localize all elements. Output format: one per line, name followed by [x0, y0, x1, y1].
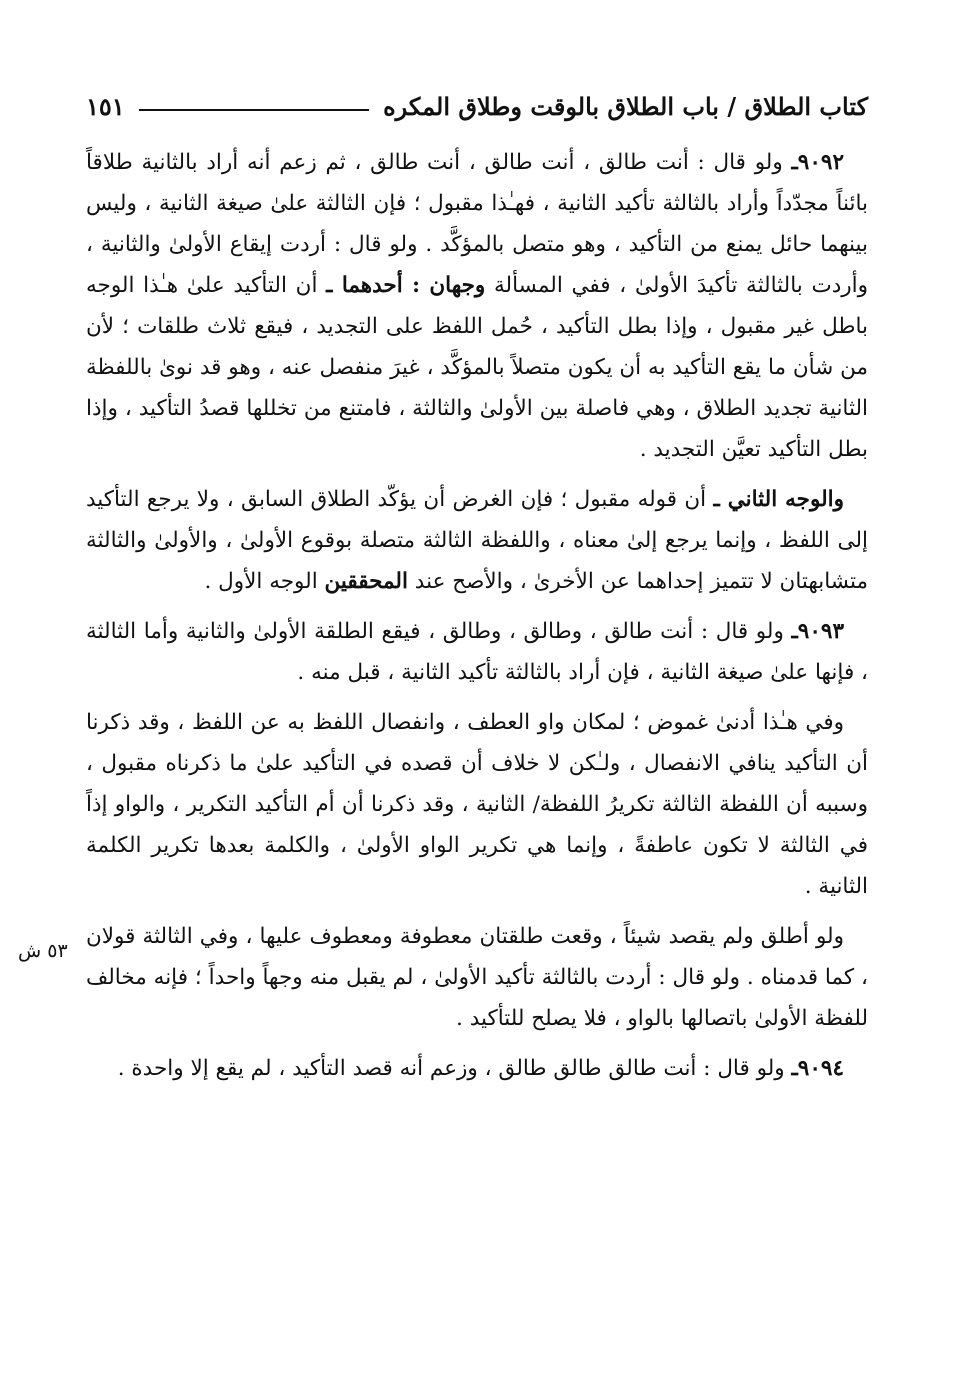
margin-note: ٥٣ ش — [18, 940, 68, 962]
paragraph-text: ولو قال : أنت طالق طالق طالق ، وزعم أنه قصد التأكيد ، لم يقع إلا واحدة . — [117, 1056, 792, 1081]
paragraph-9093 — [86, 611, 868, 693]
paragraph-9094 — [86, 1048, 868, 1089]
paragraph-ambiguity — [86, 702, 868, 907]
paragraph-no-intent — [86, 916, 868, 1039]
running-header — [86, 86, 868, 126]
bold-phrase: والوجه الثاني ـ — [713, 487, 844, 512]
paragraph-text: ولو قال : أنت طالق ، وطالق ، وطالق ، فيقع الطلقة الأولىٰ والثانية وأما الثالثة ، فإنها علىٰ صيغة الثانية ، فإن أراد بالثالثة تأكيد الثانية ، قبل منه . — [86, 619, 868, 685]
paragraph-9092 — [86, 142, 868, 470]
paragraph-text: أن التأكيد علىٰ هـٰذا الوجه باطل غير مقبول ، وإذا بطل التأكيد ، حُمل اللفظ على التجديد ، فيقع ثلاث طلقات ؛ لأن من شأن ما يقع التأكيد به أن يكون متصلاً بالمؤكَّد ، غيرَ منفصل عنه ، وهو قد نوىٰ باللفظة الثانية تجديد الطلاق ، وهي فاصلة بين الأولىٰ والثالثة ، فامتنع من تخللها قصدُ التأكيد ، وإذا بطل التأكيد تعيَّن التجديد . — [86, 273, 868, 462]
paragraph-text: ولو أطلق ولم يقصد شيئاً ، وقعت طلقتان معطوفة ومعطوف عليها ، وفي الثالثة قولان ، كما قدمناه . ولو قال : أردت بالثالثة تأكيد الأولىٰ ، لم يقبل منه وجهاً واحداً ؛ فإنه مخالف للفظة الأولىٰ باتصالها بالواو ، فلا يصلح للتأكيد . — [86, 924, 868, 1031]
issue-number: ٩٠٩٣ـ — [791, 619, 844, 644]
issue-number: ٩٠٩٢ـ — [791, 150, 844, 175]
bold-phrase: المحققين — [324, 569, 408, 594]
paragraph-gap — [86, 693, 868, 702]
paragraph-text: أن قوله مقبول ؛ فإن الغرض أن يؤكّد الطلاق السابق ، ولا يرجع التأكيد إلى اللفظ ، وإنما يرجع إلىٰ معناه ، واللفظة الثالثة متصلة بوقوع الأولىٰ ، والأولىٰ والثالثة متشابهتان لا تتميز إحداهما عن الأخرىٰ ، والأصح عند — [86, 487, 868, 594]
paragraph-text: الوجه الأول . — [204, 569, 325, 594]
header-rule — [139, 109, 369, 111]
paragraph-second-view — [86, 479, 868, 602]
paragraph-gap — [86, 907, 868, 916]
paragraph-gap — [86, 602, 868, 611]
bold-phrase: وجهان : أحدهما ـ — [326, 273, 486, 298]
page-body — [86, 142, 868, 1089]
issue-number: ٩٠٩٤ـ — [791, 1056, 844, 1081]
paragraph-text: ولو قال : أنت طالق ، أنت طالق ، أنت طالق ، ثم زعم أنه أراد بالثانية طلاقاً بائناً مجدّداً وأراد بالثالثة تأكيد الثانية ، فهـٰذا مقبول ؛ فإن الثالثة علىٰ صيغة الثانية ، وليس بينهما حائل يمنع من التأكيد ، وهو متصل بالمؤكَّد . ولو قال : أردت إيقاع الأولىٰ والثانية ، وأردت بالثالثة تأكيدَ الأولىٰ ، ففي المسألة — [86, 150, 869, 298]
header-title: كتاب الطلاق / باب الطلاق بالوقت وطلاق المكره — [383, 91, 868, 121]
page-number: ١٥١ — [86, 91, 125, 121]
paragraph-text: وفي هـٰذا أدنىٰ غموض ؛ لمكان واو العطف ، وانفصال اللفظ به عن اللفظ ، وقد ذكرنا أن التأكيد ينافي الانفصال ، ولـٰكن لا خلاف أن قصده في التأكيد علىٰ ما ذكرناه مقبول ، وسببه أن اللفظة الثالثة تكريرُ اللفظة/ الثانية ، وقد ذكرنا أن أم التأكيد التكرير ، والواو إذاً في الثالثة لا تكون عاطفةً ، وإنما هي تكرير الواو الأولىٰ ، والكلمة بعدها تكرير الكلمة الثانية . — [86, 710, 868, 899]
paragraph-gap — [86, 470, 868, 479]
paragraph-gap — [86, 1039, 868, 1048]
